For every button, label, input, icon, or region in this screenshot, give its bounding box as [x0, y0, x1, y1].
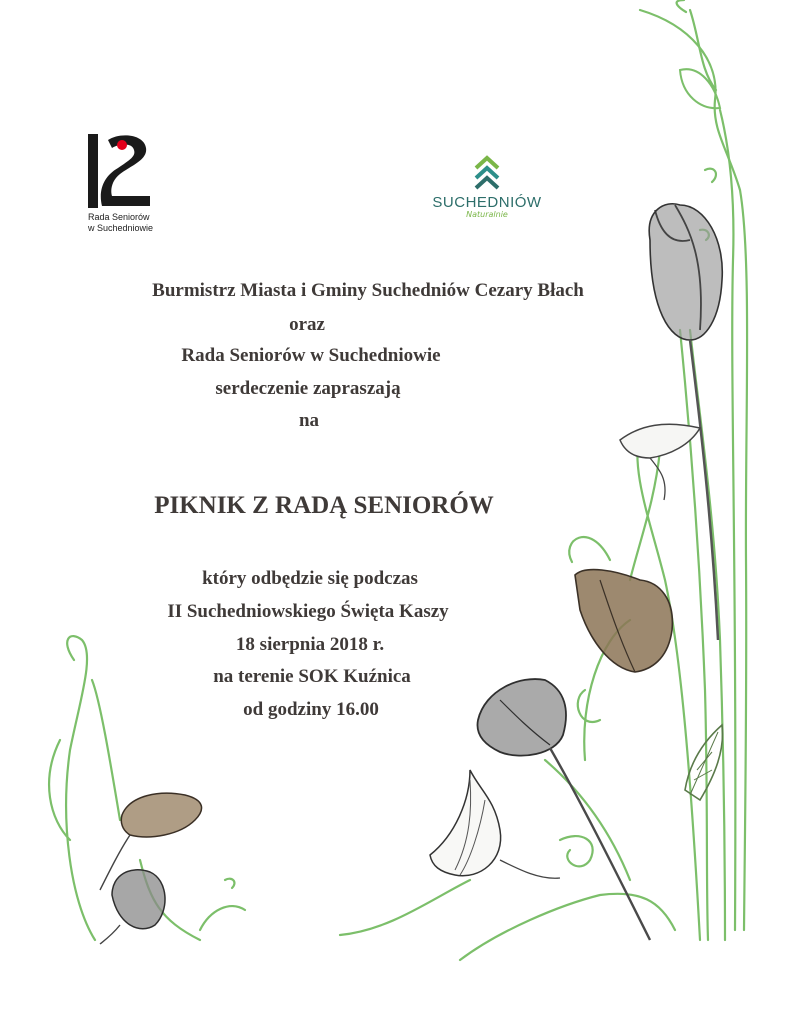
event-detail-festival: II Suchedniowskiego Święta Kaszy — [167, 601, 449, 622]
rs-monogram-icon — [86, 130, 156, 212]
event-detail-venue: na terenie SOK Kuźnica — [213, 666, 411, 687]
suchedniow-logo — [426, 154, 548, 234]
rada-caption-line1: Rada Seniorów — [88, 212, 150, 222]
event-title: PIKNIK Z RADĄ SENIORÓW — [154, 492, 494, 519]
white-flower-mid — [620, 424, 700, 500]
invitation-line-mayor: Burmistrz Miasta i Gminy Suchedniów Cezary Błach — [152, 280, 584, 301]
rada-caption-line2: w Suchedniowie — [88, 223, 154, 233]
suchedniow-tagline: Naturalnie — [466, 210, 508, 219]
invitation-line-oraz: oraz — [289, 314, 325, 335]
invitation-line-council: Rada Seniorów w Suchedniowie — [181, 345, 441, 366]
event-detail-intro: który odbędzie się podczas — [202, 568, 418, 589]
event-detail-time: od godziny 16.00 — [243, 699, 379, 720]
grey-bud — [100, 870, 165, 944]
grey-poppy — [477, 679, 650, 940]
rada-seniorow-logo — [86, 130, 176, 240]
grey-tulip-top — [649, 204, 722, 640]
white-flower-bottom — [430, 770, 560, 878]
suchedniow-name: SUCHEDNIÓW — [432, 194, 542, 211]
brown-tulip — [575, 570, 672, 672]
suchedniow-chevron-icon — [472, 154, 502, 192]
event-detail-date: 18 sierpnia 2018 r. — [235, 634, 385, 655]
invitation-line-na: na — [298, 410, 320, 431]
invitation-line-invite: serdeczenie zapraszają — [215, 378, 401, 399]
